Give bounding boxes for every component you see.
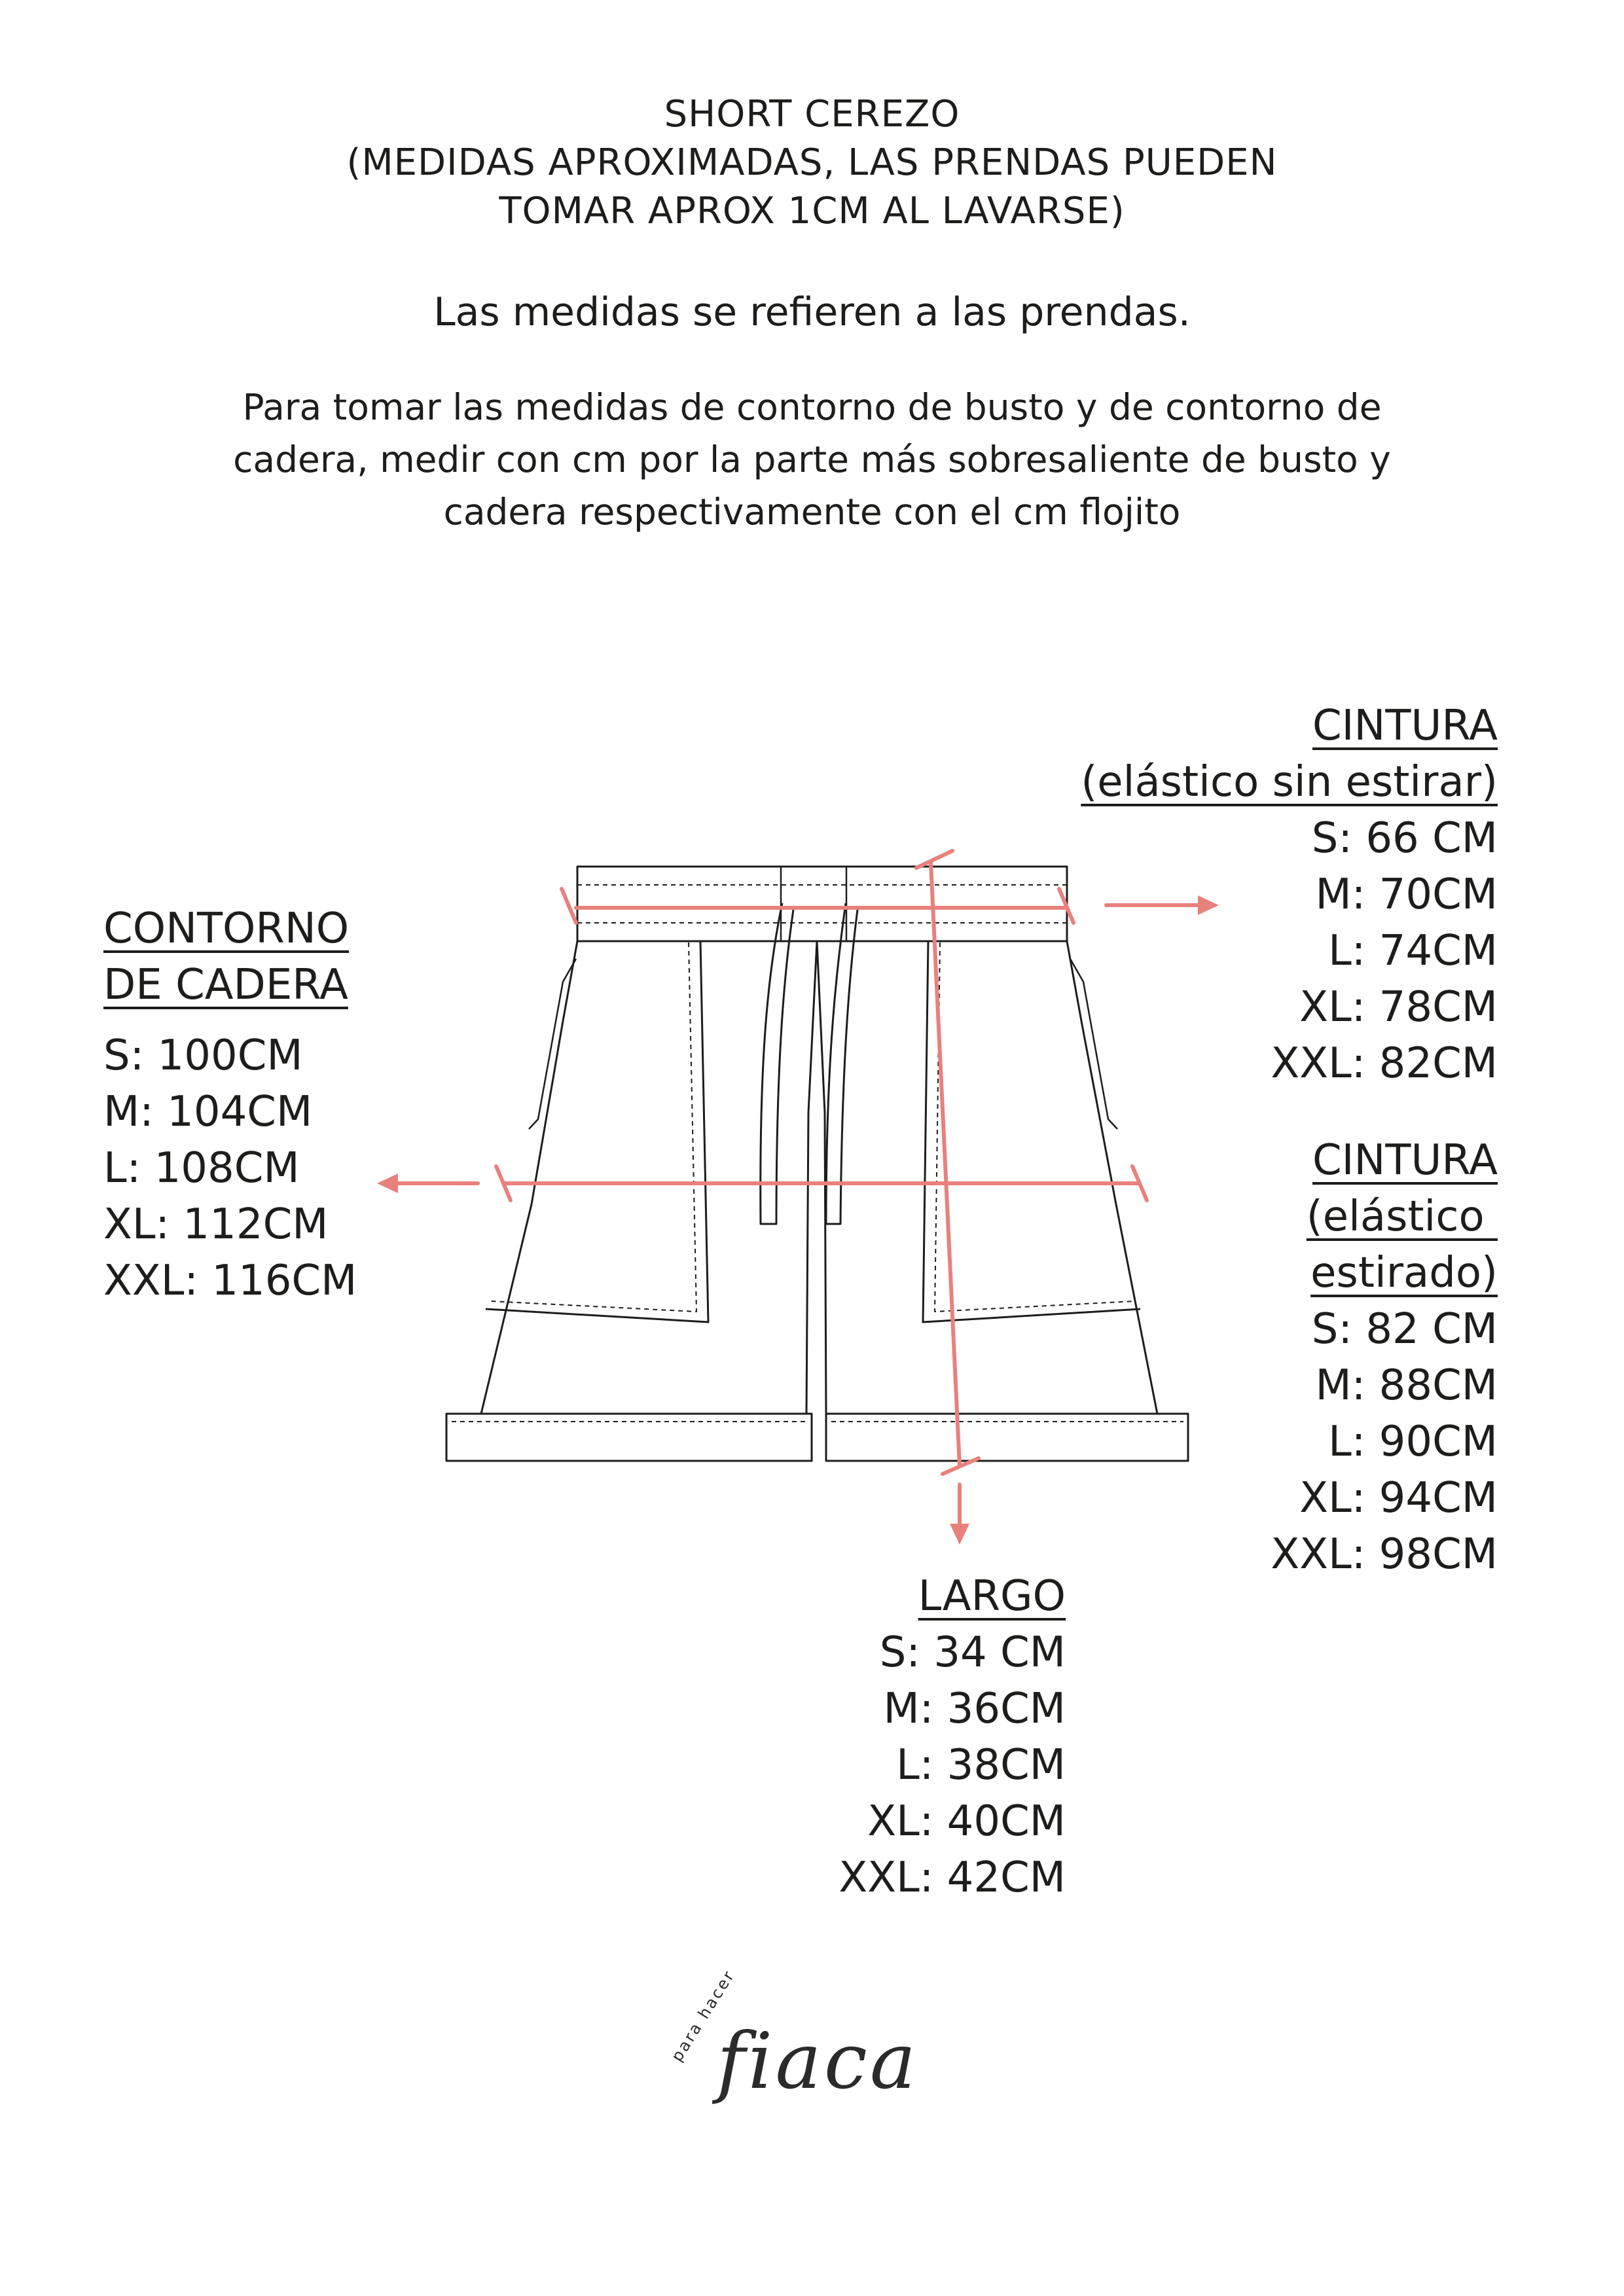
waist-stretched-value-s: S: 82 CM [1311, 1305, 1498, 1354]
length-value-xxl: XXL: 42CM [839, 1854, 1066, 1902]
title-line-3: TOMAR APROX 1CM AL LAVARSE) [499, 190, 1125, 232]
waist-stretched-value-m: M: 88CM [1315, 1361, 1498, 1410]
instructions-line-3: cadera respectivamente con el cm flojito [443, 491, 1181, 533]
hip-title-line-1: CONTORNO [103, 905, 350, 953]
title-line-1: SHORT CEREZO [664, 93, 960, 135]
right-drawstring [826, 903, 857, 1224]
hip-value-xxl: XXL: 116CM [103, 1257, 357, 1305]
waist-relaxed-value-xl: XL: 78CM [1299, 983, 1498, 1031]
hip-value-xl: XL: 112CM [103, 1200, 329, 1249]
title-line-2: (MEDIDAS APROXIMADAS, LAS PRENDAS PUEDEN [346, 141, 1278, 184]
waist-stretched-title: CINTURA [1312, 1136, 1498, 1185]
length-value-m: M: 36CM [883, 1685, 1066, 1733]
length-value-l: L: 38CM [896, 1741, 1066, 1789]
brand-name: fiaca [717, 2016, 919, 2106]
waist-stretched-value-xl: XL: 94CM [1299, 1474, 1498, 1522]
length-measures [785, 1568, 1066, 1906]
instructions-line-1: Para tomar las medidas de contorno de busto y de contorno de [242, 386, 1382, 428]
waist-stretched-subtitle-2: estirado) [1310, 1249, 1498, 1297]
waist-stretched-subtitle-1: (elástico [1306, 1193, 1498, 1241]
brand-small-text: para hacer [668, 1966, 739, 2065]
left-drawstring [761, 903, 793, 1224]
brand-logo [661, 1966, 949, 2134]
hip-value-l: L: 108CM [103, 1144, 300, 1193]
waist-stretched-value-xxl: XXL: 98CM [1271, 1530, 1498, 1579]
length-title: LARGO [918, 1572, 1066, 1621]
waist-relaxed-value-m: M: 70CM [1315, 870, 1498, 919]
waist-relaxed-title: CINTURA [1312, 702, 1498, 750]
page-subtitle: Las medidas se refieren a las prendas. [433, 289, 1191, 335]
hip-value-m: M: 104CM [103, 1088, 313, 1136]
waist-stretched-measures [1113, 1132, 1498, 1583]
waist-relaxed-measures [982, 698, 1498, 1092]
hip-value-s: S: 100CM [103, 1031, 303, 1080]
left-pocket [486, 941, 708, 1322]
waist-relaxed-value-l: L: 74CM [1328, 927, 1498, 975]
length-value-s: S: 34 CM [879, 1628, 1066, 1677]
waist-relaxed-value-xxl: XXL: 82CM [1271, 1039, 1498, 1088]
waist-relaxed-value-s: S: 66 CM [1311, 814, 1498, 863]
instructions-line-2: cadera, medir con cm por la parte más sobresaliente de busto y [233, 439, 1391, 480]
waist-stretched-value-l: L: 90CM [1328, 1418, 1498, 1466]
length-measure-line [931, 863, 960, 1466]
hip-title-line-2: DE CADERA [103, 961, 348, 1009]
waist-relaxed-subtitle: (elástico sin estirar) [1081, 758, 1498, 806]
length-value-xl: XL: 40CM [867, 1797, 1066, 1846]
hip-measures [103, 901, 357, 1309]
